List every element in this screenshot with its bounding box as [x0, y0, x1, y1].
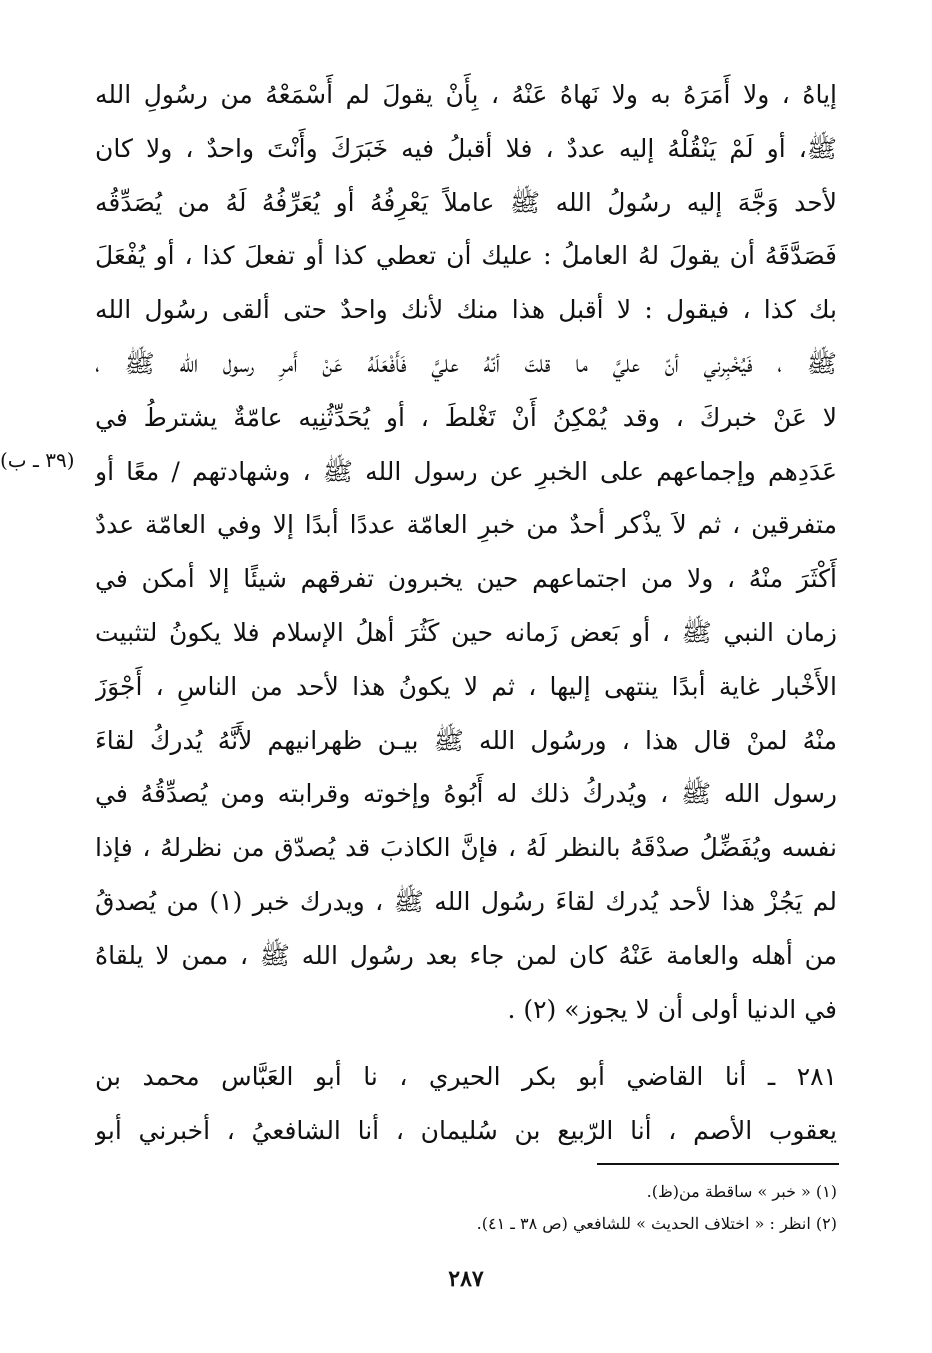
text-line: ﷺ، أو لَمْ يَنْقُلْهُ إليه عددٌ ، فلا أقبلُ فيه خَبَرَكَ وأَنْتَ واحدٌ ، ولا كان [95, 133, 837, 163]
text-line: إياهُ ، ولا أَمَرَهُ به ولا نَهاهُ عَنْهُ ، بِأَنْ يقولَ لم أَسْمَعْهُ من رسُولِ الله [95, 80, 837, 109]
text-line: ﷺ ، فَيُخْبِرني أنّ عليَّ ما قلتَ أنّهُ عليَّ فَأَفْعَلَهُ عَنْ أَمرِ رسول الله ﷺ ، [95, 348, 837, 378]
text-line: لأحد وَجَّهَ إليه رسُولُ الله ﷺ عاملاً يَعْرِفُهُ أو يُعَرِّفُهُ لَهُ من يُصَدِّقُه [95, 187, 837, 217]
footnotes [95, 1176, 837, 1240]
text-line: فَصَدَّقَهُ أن يقولَ لهُ العاملُ : عليك أن تعطي كذا أو تفعلَ كذا ، أو يُفْعَلَ [95, 241, 837, 271]
footnote: (١) « خبر » ساقطة من(ظ). [646, 1182, 837, 1201]
text-line: الأَخْبار غاية أبدًا ينتهى إليها ، ثم لا يكونُ هذا لأحد من الناسِ ، أَجْوَزَ [95, 671, 837, 701]
text-line: رسول الله ﷺ ، ويُدركُ ذلك له أَبُوهُ وإخوته وقرابته ومن يُصدِّقُهُ في [95, 779, 837, 809]
text-line: من أهله والعامة عَنْهُ كان لمن جاء بعد رسُول الله ﷺ ، ممن لا يلقاهُ [95, 940, 837, 970]
manuscript-folio-marker: (٣٩ ـ ب) [0, 448, 75, 472]
text-line: زمان النبي ﷺ ، أو بَعض زَمانه حين كَثُرَ أهلُ الإسلام فلا يكونُ لتثبيت [95, 617, 837, 647]
text-line: لم يَجُزْ هذا لأحد يُدرك لقاءَ رسُول الله ﷺ ، ويدرك خبر (١) من يُصدقُ [95, 886, 837, 916]
footnote: (٢) انظر : « اختلاف الحديث » للشافعي (ص ٣٨ ـ ٤١). [476, 1214, 837, 1233]
text-line: نفسه ويُفَضِّلُ صدْقَهُ بالنظر لَهُ ، فإنَّ الكاذبَ قد يُصدّق من نظرلهُ ، فإذا [95, 833, 837, 863]
text-line: في الدنيا أولى أن لا يجوز» (٢) . [507, 994, 837, 1024]
hadith-line: يعقوب الأصم ، أنا الرّبيع بن سُليمان ، أنا الشافعيُ ، أخبرني أبو [95, 1116, 837, 1146]
page-number: ٢٨٧ [448, 1266, 484, 1292]
text-line: منْهُ لمنْ قال هذا ، ورسُول الله ﷺ بيـن ظهرانيهم لأَنَّهُ يُدركُ لقاءَ [95, 725, 837, 755]
text-line: لا عَنْ خبركَ ، وقد يُمْكِنُ أَنْ تَغْلطَ ، أو يُحَدِّثُنِيه عامّةٌ يشترطُ في [95, 402, 837, 432]
hadith-line: ٢٨١ ـ أنا القاضي أبو بكر الحيري ، نا أبو العَبَّاس محمد بن [95, 1062, 837, 1092]
text-line: متفرقين ، ثم لاَ يذْكر أحدٌ من خبرِ العامّة عددًا أبدًا إلا وفي العامّة عددٌ [95, 510, 837, 540]
text-line: بك كذا ، فيقول : لا أقبل هذا منك لأنك واحدٌ حتى ألقى رسُول الله [95, 295, 837, 325]
footnote-divider [597, 1163, 839, 1165]
body-text [95, 68, 837, 1158]
text-line: أَكْثَرَ منْهُ ، ولا من اجتماعهم حين يخبرون تفرقهم شيئًا إلا أمكن في [95, 564, 837, 594]
text-line: عَدَدِهم وإجماعهم على الخبرِ عن رسول الله ﷺ ، وشهادتهم / معًا أو [95, 456, 837, 486]
